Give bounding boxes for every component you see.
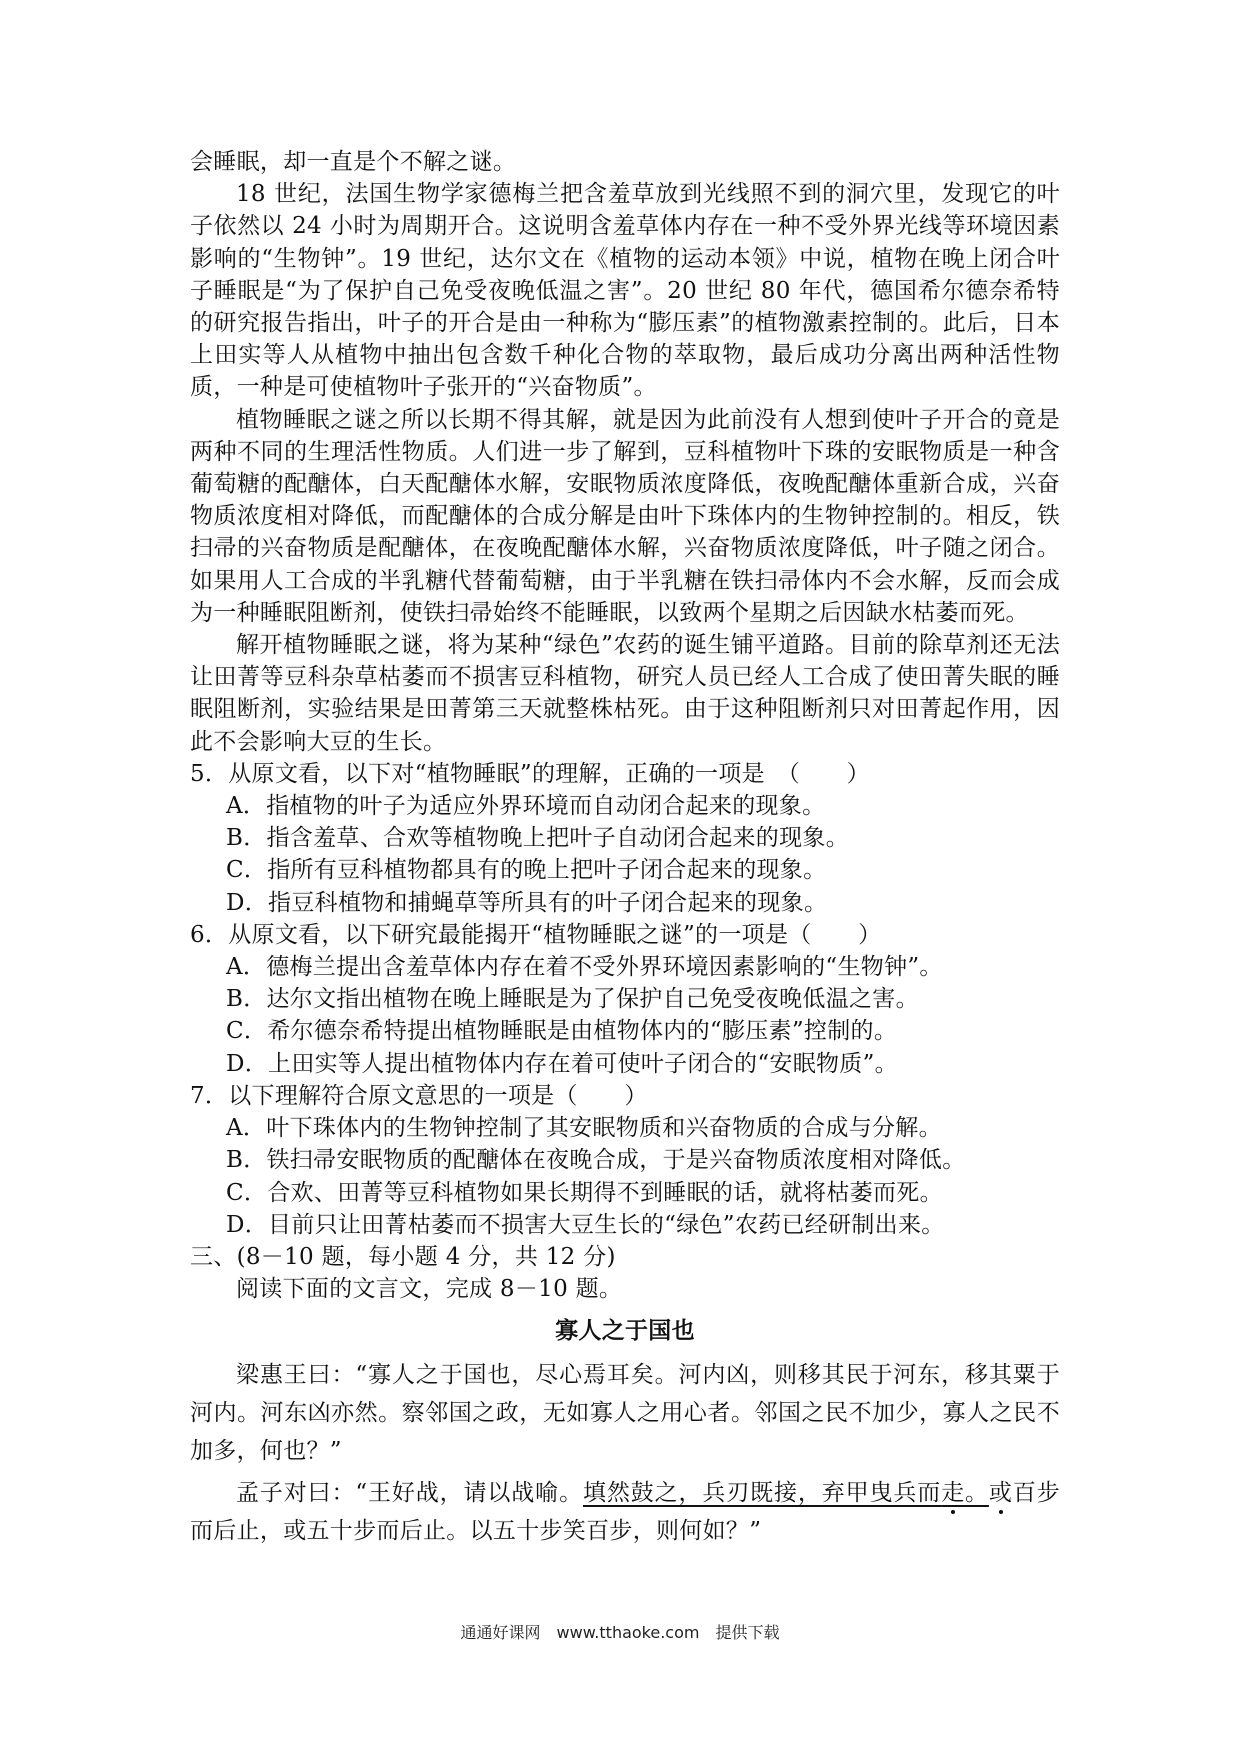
paragraph-0: 会睡眠，却一直是个不解之谜。 [190,149,517,175]
page-footer: 通通好课网 www.tthaoke.com 提供下载 [460,1623,780,1642]
option-b: B．铁扫帚安眠物质的配醣体在夜晚合成，于是兴奋物质浓度相对降低。 [226,1147,966,1174]
classical-paragraph-1: 梁惠王曰：“寡人之于国也，尽心焉耳矣。河内凶，则移其民于河东，移其粟于河内。河东凶亦然。察邻国之政，无如寡人之用心者。邻国之民不加少，寡人之民不加多，何也？” [190,1361,1060,1464]
section-header: 三、(8－10 题，每小题 4 分，共 12 分) [190,1243,616,1270]
option-b: B．达尔文指出植物在晚上睡眠是为了保护自己免受夜晚低温之害。 [226,986,919,1013]
paragraph-3: 解开植物睡眠之谜，将为某种“绿色”农药的诞生铺平道路。目前的除草剂还无法让田菁等豆科杂草枯萎而不损害豆科植物，研究人员已经人工合成了使田菁失眠的睡眠阻断剂，实验结果是田菁第三天就整株枯死。由于这种阻断剂只对田菁起作用，因此不会影响大豆的生长。 [190,632,1060,755]
emphasis-dotted-char: 走 [941,1479,966,1506]
option-b: B．指含羞草、合欢等植物晚上把叶子自动闭合起来的现象。 [226,825,850,852]
question-7 [190,1080,1060,1241]
option-d: D．目前只让田菁枯萎而不损害大豆生长的“绿色”农药已经研制出来。 [226,1211,945,1238]
question-stem: 7．以下理解符合原文意思的一项是（ ） [190,1082,648,1109]
option-a: A．德梅兰提出含羞草体内存在着不受外界环境因素影响的“生物钟”。 [226,954,943,981]
paragraph-2: 植物睡眠之谜之所以长期不得其解，就是因为此前没有人想到使叶子开合的竟是两种不同的生理活性物质。人们进一步了解到，豆科植物叶下珠的安眠物质是一种含葡萄糖的配醣体，白天配醣体水解，安眠物质浓度降低，夜晚配醣体重新合成，兴奋物质浓度相对降低，而配醣体的合成分解是由叶下珠体内的生物钟控制的。相反，铁扫帚的兴奋物质是配醣体，在夜晚配醣体水解，兴奋物质浓度降低，叶子随之闭合。如果用人工合成的半乳糖代替葡萄糖，由于半乳糖在铁扫帚体内不会水解，反而会成为一种睡眠阻断剂，使铁扫帚始终不能睡眠，以致两个星期之后因缺水枯萎而死。 [190,406,1060,626]
section-instruction: 阅读下面的文言文，完成 8－10 题。 [236,1276,623,1303]
question-6 [190,919,1060,1080]
question-stem: 6．从原文看，以下研究最能揭开“植物睡眠之谜”的一项是（ ） [190,921,882,948]
question-stem: 5．从原文看，以下对“植物睡眠”的理解，正确的一项是 （ ） [190,760,870,787]
option-a: A．叶下珠体内的生物钟控制了其安眠物质和兴奋物质的合成与分解。 [226,1115,942,1142]
document-body [190,146,1060,1554]
option-d: D．指豆科植物和捕蝇草等所具有的叶子闭合起来的现象。 [226,889,828,916]
underlined-sentence [583,1480,989,1506]
question-5 [190,758,1060,919]
classical-paragraph-2 [190,1474,1060,1550]
option-a: A．指植物的叶子为适应外界环境而自动闭合起来的现象。 [226,793,826,820]
classical-text-title: 寡人之于国也 [555,1318,695,1345]
option-d: D．上田实等人提出植物体内存在着可使叶子闭合的“安眠物质”。 [226,1050,898,1077]
text-segment: 填然鼓之，兵刃既接，弃甲曳兵而 [582,1479,942,1506]
option-c: C．希尔德奈希特提出植物睡眠是由植物体内的“膨压素”控制的。 [226,1018,898,1045]
text-segment: 孟子对曰：“王好战，请以战喻。 [236,1479,583,1506]
paragraph-1: 18 世纪，法国生物学家德梅兰把含羞草放到光线照不到的洞穴里，发现它的叶子依然以 24 小时为周期开合。这说明含羞草体内存在一种不受外界光线等环境因素影响的“生物钟”。19 世纪，达尔文在《植物的运动本领》中说，植物在晚上闭合叶子睡眠是“为了保护自己免受夜晚低温之害”。20 世纪 80 年代，德国希尔德奈希特的研究报告指出，叶子的开合是由一种称为“膨压素”的植物激素控制的。此后，日本上田实等人从植物中抽出包含数千种化合物的萃取物，最后成功分离出两种活性物质，一种是可使植物叶子张开的“兴奋物质”。 [190,181,1060,401]
text-segment: 。 [965,1479,989,1506]
option-c: C．合欢、田菁等豆科植物如果长期得不到睡眠的话，就将枯萎而死。 [226,1179,943,1206]
text-segment: 百步而后止，或五十步而后止。以五十步笑百步，则何如？” [190,1479,1060,1544]
option-c: C．指所有豆科植物都具有的晚上把叶子闭合起来的现象。 [226,857,827,884]
emphasis-dotted-char: 或 [988,1479,1013,1506]
